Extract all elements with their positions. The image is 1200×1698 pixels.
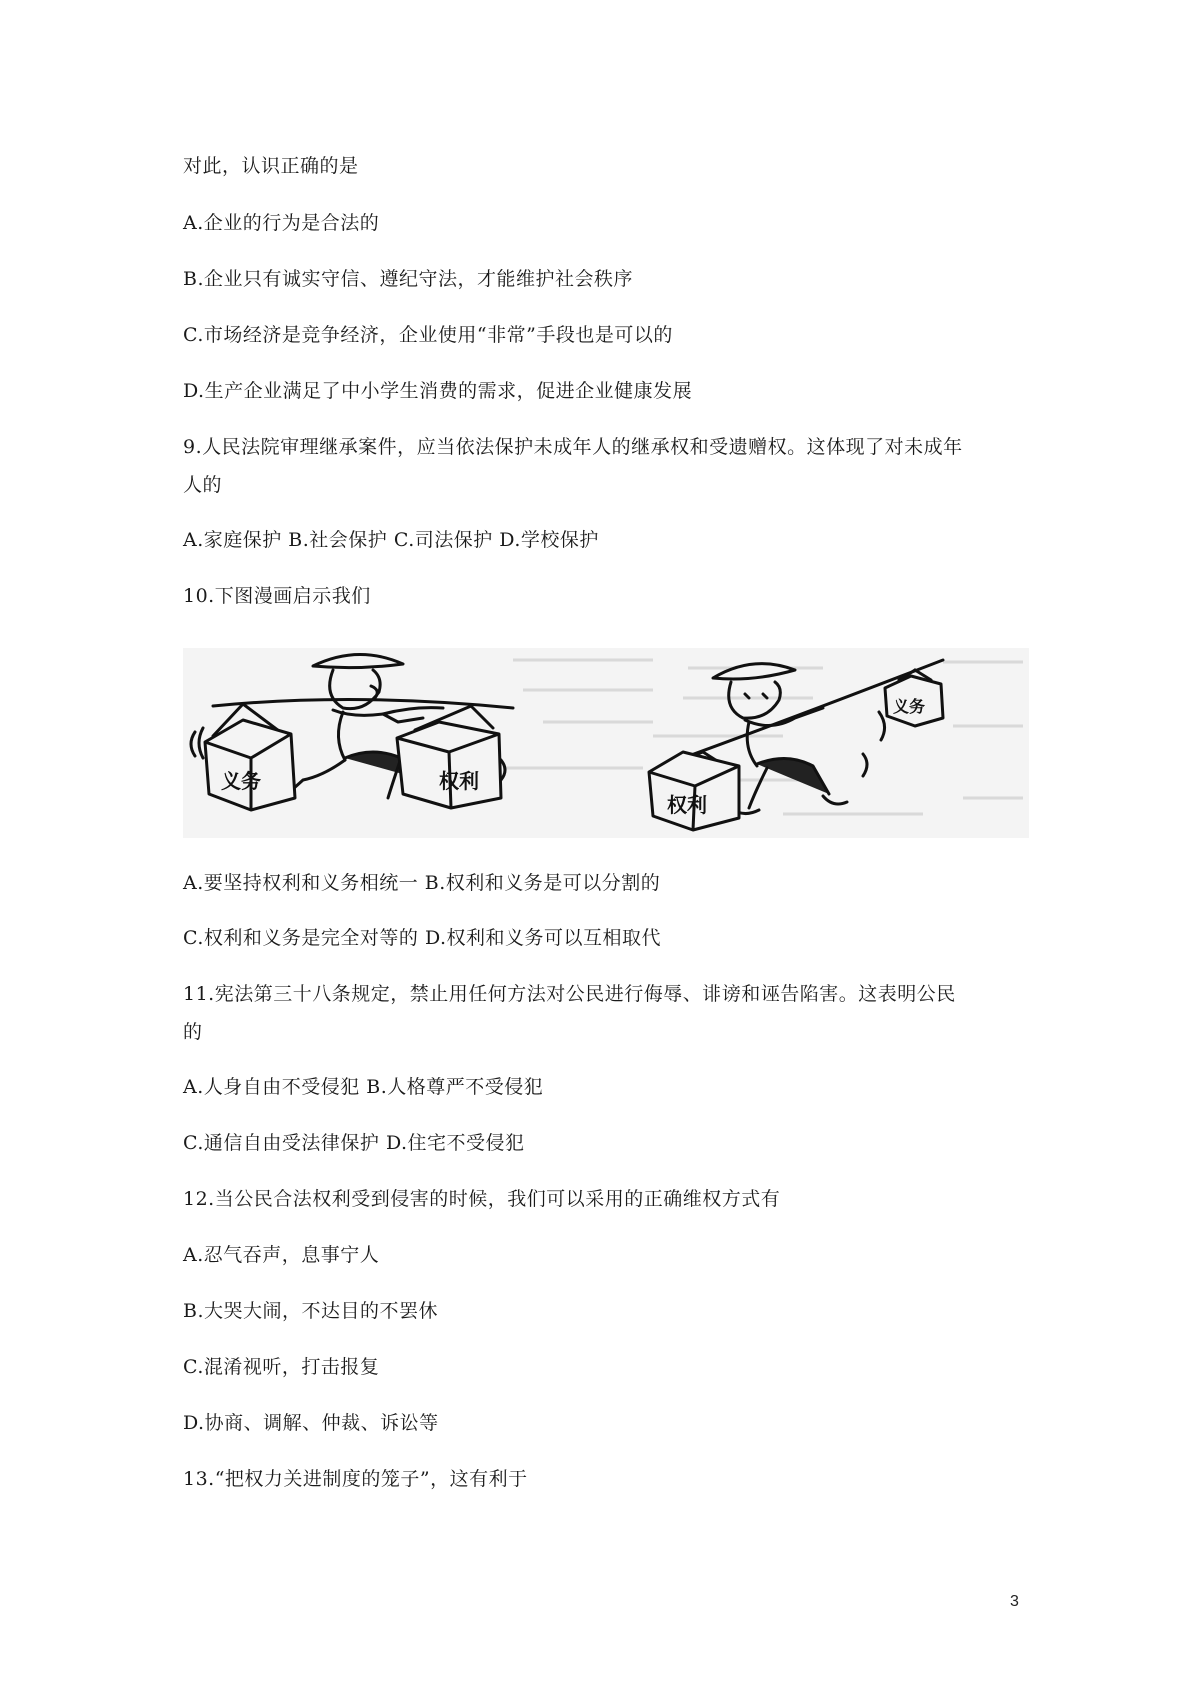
q8-option-c: C.市场经济是竞争经济，企业使用“非常”手段也是可以的 [183, 324, 673, 346]
q11-options-ab: A.人身自由不受侵犯 B.人格尊严不受侵犯 [183, 1076, 544, 1098]
rights-duties-cartoon [183, 648, 1029, 838]
q10-options-cd: C.权利和义务是完全对等的 D.权利和义务可以互相取代 [183, 927, 662, 949]
q9-options: A.家庭保护 B.社会保护 C.司法保护 D.学校保护 [183, 529, 599, 551]
question-11-stem: 11.宪法第三十八条规定，禁止用任何方法对公民进行侮辱、诽谤和诬告陷害。这表明公民 [183, 983, 956, 1005]
cartoon-label-right-right: 权利 [667, 793, 707, 817]
q12-option-a: A.忍气吞声，息事宁人 [183, 1244, 380, 1266]
question-11-stem-cont: 的 [183, 1021, 203, 1043]
page-number: 3 [1010, 1593, 1019, 1610]
q10-options-ab: A.要坚持权利和义务相统一 B.权利和义务是可以分割的 [183, 872, 661, 894]
q8-option-a: A.企业的行为是合法的 [183, 212, 380, 234]
q8-option-b: B.企业只有诚实守信、遵纪守法，才能维护社会秩序 [183, 268, 634, 290]
q11-options-cd: C.通信自由受法律保护 D.住宅不受侵犯 [183, 1132, 525, 1154]
question-8-stem-end: 对此，认识正确的是 [183, 155, 359, 177]
cartoon-label-right-duty: 义务 [893, 697, 926, 716]
cartoon-label-left-right: 权利 [439, 769, 479, 793]
q12-option-b: B.大哭大闹，不达目的不罢休 [183, 1300, 439, 1322]
question-13-stem: 13.“把权力关进制度的笼子”，这有利于 [183, 1468, 528, 1490]
q12-option-c: C.混淆视听，打击报复 [183, 1356, 380, 1378]
question-12-stem: 12.当公民合法权利受到侵害的时候，我们可以采用的正确维权方式有 [183, 1188, 781, 1210]
q12-option-d: D.协商、调解、仲裁、诉讼等 [183, 1412, 439, 1434]
cartoon-label-left-duty: 义务 [221, 769, 261, 793]
question-10-stem: 10.下图漫画启示我们 [183, 585, 371, 607]
q8-option-d: D.生产企业满足了中小学生消费的需求，促进企业健康发展 [183, 380, 693, 402]
question-9-stem: 9.人民法院审理继承案件，应当依法保护未成年人的继承权和受遗赠权。这体现了对未成年 [183, 436, 963, 458]
question-9-stem-cont: 人的 [183, 474, 223, 496]
